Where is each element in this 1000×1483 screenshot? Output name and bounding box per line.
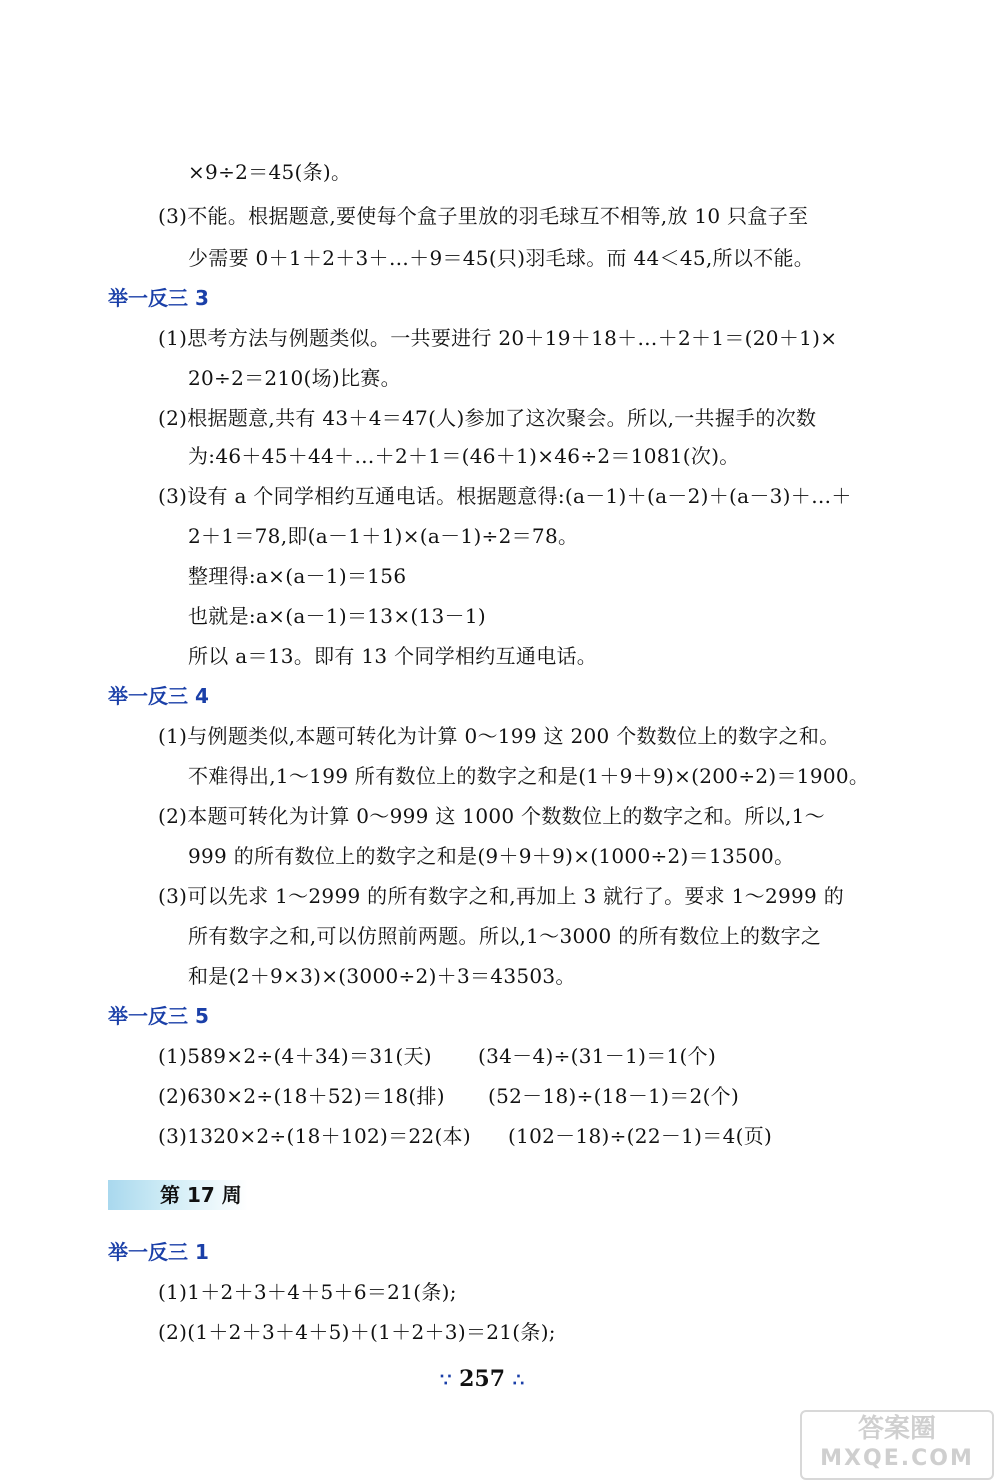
text-line: (3)不能。根据题意,要使每个盒子里放的羽毛球互不相等,放 10 只盒子至 bbox=[158, 204, 809, 228]
text-line: (3)1320×2÷(18＋102)＝22(本) bbox=[158, 1124, 471, 1148]
text-line: (1)589×2÷(4＋34)＝31(天) bbox=[158, 1044, 432, 1068]
text-line: (1)思考方法与例题类似。一共要进行 20＋19＋18＋…＋2＋1＝(20＋1)× bbox=[158, 326, 838, 350]
section-heading: 举一反三 1 bbox=[108, 1240, 209, 1264]
text-line: (2)(1＋2＋3＋4＋5)＋(1＋2＋3)＝21(条); bbox=[158, 1320, 556, 1344]
text-line: 所有数字之和,可以仿照前两题。所以,1～3000 的所有数位上的数字之 bbox=[188, 924, 822, 948]
watermark-top: 答案圈 bbox=[857, 1414, 936, 1444]
watermark-bottom: MXQE.COM bbox=[820, 1446, 974, 1471]
text-line: 20÷2＝210(场)比赛。 bbox=[188, 366, 401, 390]
page-dots-left-icon: ∵ bbox=[440, 1370, 452, 1391]
text-line: (52－18)÷(18－1)＝2(个) bbox=[488, 1084, 740, 1108]
text-line: 为:46＋45＋44＋…＋2＋1＝(46＋1)×46÷2＝1081(次)。 bbox=[188, 444, 740, 468]
text-line: 也就是:a×(a－1)＝13×(13－1) bbox=[188, 604, 486, 628]
text-line: (34－4)÷(31－1)＝1(个) bbox=[478, 1044, 717, 1068]
page-number bbox=[440, 1366, 524, 1392]
text-line: (2)根据题意,共有 43＋4＝47(人)参加了这次聚会。所以,一共握手的次数 bbox=[158, 406, 817, 430]
text-line: (2)630×2÷(18＋52)＝18(排) bbox=[158, 1084, 445, 1108]
text-line: (102－18)÷(22－1)＝4(页) bbox=[508, 1124, 773, 1148]
week-label: 第 17 周 bbox=[160, 1183, 242, 1207]
page-number-text: 257 bbox=[459, 1366, 506, 1392]
text-line: (1)1＋2＋3＋4＋5＋6＝21(条); bbox=[158, 1280, 457, 1304]
text-line: 整理得:a×(a－1)＝156 bbox=[188, 564, 407, 588]
text-line: 999 的所有数位上的数字之和是(9＋9＋9)×(1000÷2)＝13500。 bbox=[188, 844, 795, 868]
text-line: 所以 a＝13。即有 13 个同学相约互通电话。 bbox=[188, 644, 598, 668]
section-heading: 举一反三 5 bbox=[108, 1004, 209, 1028]
text-line: (3)可以先求 1～2999 的所有数字之和,再加上 3 就行了。要求 1～2999 的 bbox=[158, 884, 845, 908]
text-line: (2)本题可转化为计算 0～999 这 1000 个数数位上的数字之和。所以,1～ bbox=[158, 804, 825, 828]
text-line: 少需要 0＋1＋2＋3＋…＋9＝45(只)羽毛球。而 44＜45,所以不能。 bbox=[188, 246, 815, 270]
page-dots-right-icon: ∴ bbox=[512, 1370, 525, 1391]
section-heading: 举一反三 4 bbox=[108, 684, 209, 708]
text-line: (3)设有 a 个同学相约互通电话。根据题意得:(a－1)＋(a－2)＋(a－3)＋…＋ bbox=[158, 484, 852, 508]
text-line: 不难得出,1～199 所有数位上的数字之和是(1＋9＋9)×(200÷2)＝1900。 bbox=[188, 764, 870, 788]
week-banner bbox=[108, 1180, 248, 1210]
watermark-logo bbox=[800, 1410, 994, 1480]
text-line: (1)与例题类似,本题可转化为计算 0～199 这 200 个数数位上的数字之和。 bbox=[158, 724, 840, 748]
section-heading: 举一反三 3 bbox=[108, 286, 209, 310]
text-line: 和是(2＋9×3)×(3000÷2)＋3＝43503。 bbox=[188, 964, 576, 988]
text-line: ×9÷2＝45(条)。 bbox=[188, 160, 352, 184]
text-line: 2＋1＝78,即(a－1＋1)×(a－1)÷2＝78。 bbox=[188, 524, 579, 548]
